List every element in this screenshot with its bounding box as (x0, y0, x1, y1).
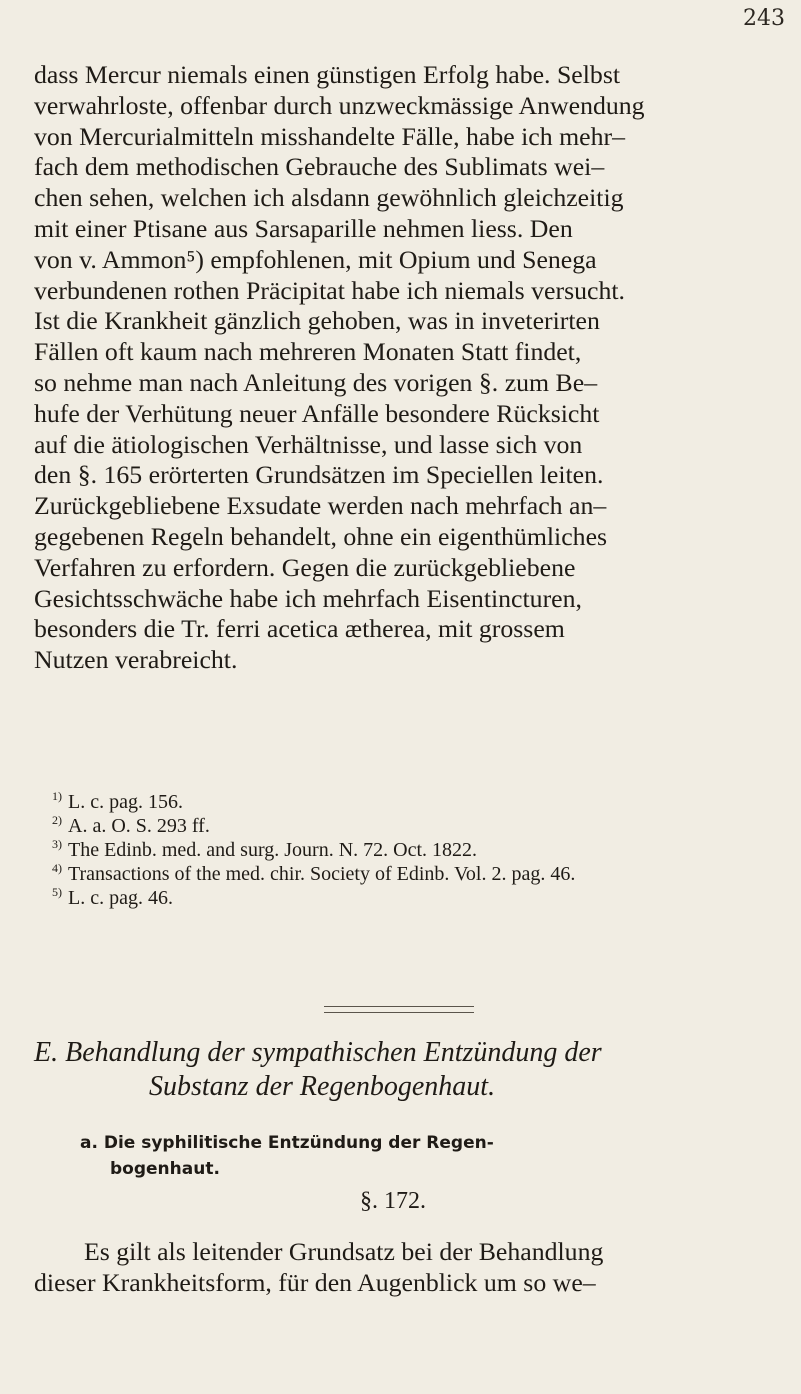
subsection-heading-line: a. Die syphilitische Entzündung der Regen- (80, 1133, 494, 1153)
body-line: gegebenen Regeln behandelt, ohne ein eigenthümliches (34, 521, 608, 551)
section-heading-line: E. Behandlung der sympathischen Entzündung der (34, 1037, 602, 1068)
body-line: verbundenen rothen Präcipitat habe ich niemals versucht. (34, 275, 625, 305)
footnote-mark: 1) (52, 789, 62, 803)
paragraph-number: §. 172. (360, 1188, 426, 1214)
body-line: Verfahren zu erfordern. Gegen die zurückgebliebene (34, 552, 576, 582)
body-line: den §. 165 erörterten Grundsätzen im Speciellen leiten. (34, 460, 604, 490)
body-line: Gesichtsschwäche habe ich mehrfach Eisentincturen, (34, 583, 582, 613)
body-line: dass Mercur niemals einen günstigen Erfolg habe. Selbst (34, 60, 621, 89)
closing-text (34, 1236, 784, 1298)
body-line: auf die ätiologischen Verhältnisse, und lasse sich von (34, 429, 583, 459)
body-line: chen sehen, welchen ich alsdann gewöhnlich gleichzeitig (34, 183, 624, 213)
subsection-heading (80, 1130, 780, 1182)
footnote-text: L. c. pag. 46. (68, 887, 173, 909)
footnote-mark: 3) (52, 837, 62, 851)
body-line: Fällen oft kaum nach mehreren Monaten Statt findet, (34, 337, 582, 367)
body-line: Ist die Krankheit gänzlich gehoben, was in inveterirten (34, 306, 600, 336)
footnote (52, 808, 772, 837)
footnote-text: A. a. O. S. 293 ff. (68, 815, 210, 837)
body-line: fach dem methodischen Gebrauche des Sublimats wei– (34, 152, 605, 182)
page-number: 243 (743, 6, 785, 31)
closing-line: dieser Krankheitsform, für den Augenblick um so we– (34, 1268, 596, 1297)
footnote (52, 832, 772, 861)
body-line: so nehme man nach Anleitung des vorigen §. zum Be– (34, 367, 598, 397)
footnote-text: Transactions of the med. chir. Society of Edinb. Vol. 2. pag. 46. (68, 863, 576, 885)
footnote-mark: 4) (52, 861, 62, 875)
section-heading (34, 1036, 774, 1104)
footnote-text: L. c. pag. 156. (68, 791, 183, 813)
body-line: von v. Ammon⁵) empfohlenen, mit Opium und Senega (34, 244, 597, 274)
section-heading-line: Substanz der Regenbogenhaut. (149, 1071, 496, 1102)
section-divider (324, 1006, 474, 1013)
footnote (52, 856, 772, 885)
body-line: von Mercurialmitteln misshandelte Fälle, habe ich mehr– (34, 121, 626, 151)
closing-line: Es gilt als leitender Grundsatz bei der Behandlung (84, 1237, 604, 1266)
body-line: verwahrloste, offenbar durch unzweckmässige Anwendung (34, 90, 645, 120)
body-line: Zurückgebliebene Exsudate werden nach mehrfach an– (34, 491, 607, 521)
body-line: mit einer Ptisane aus Sarsaparille nehmen liess. Den (34, 213, 573, 243)
footnotes (52, 784, 772, 909)
body-line: besonders die Tr. ferri acetica ætherea, mit grossem (34, 614, 565, 644)
body-line: hufe der Verhütung neuer Anfälle besondere Rücksicht (34, 398, 600, 428)
footnote (52, 784, 772, 813)
body-line: Nutzen verabreicht. (34, 645, 238, 675)
footnote-text: The Edinb. med. and surg. Journ. N. 72. Oct. 1822. (68, 839, 478, 861)
subsection-heading-line: bogenhaut. (110, 1159, 220, 1179)
body-text (34, 60, 784, 676)
footnote-mark: 5) (52, 885, 62, 899)
footnote-mark: 2) (52, 813, 62, 827)
